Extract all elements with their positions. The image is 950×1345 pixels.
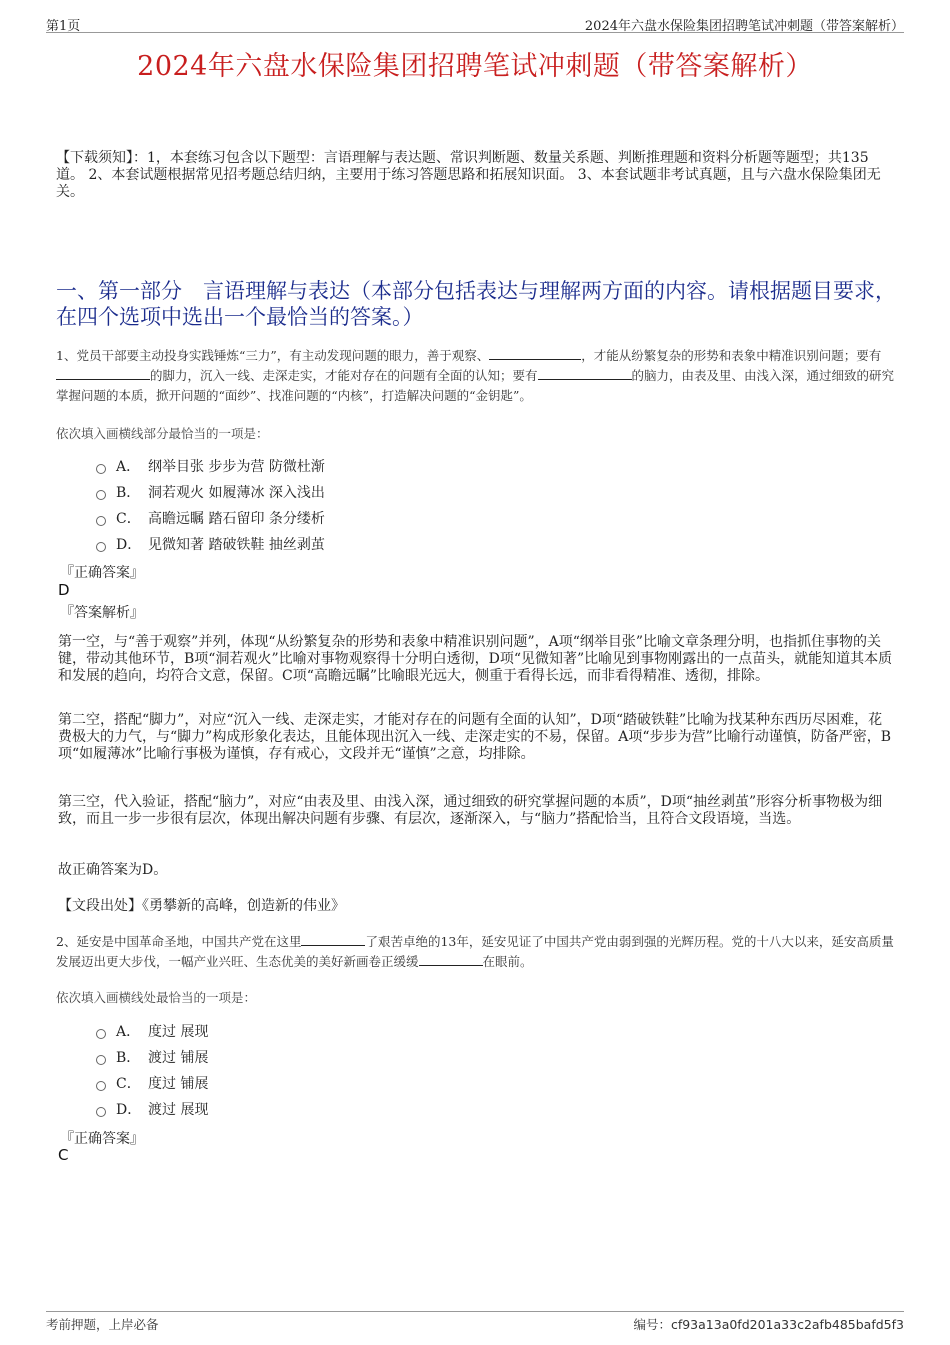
option-a[interactable]: A． 纲举目张 步步为营 防微杜渐 xyxy=(96,453,325,479)
correct-answer: D xyxy=(58,581,70,599)
option-d[interactable]: D． 渡过 展现 xyxy=(96,1096,208,1122)
page-number: 第1页 xyxy=(46,19,81,34)
analysis-paragraph: 第二空，搭配“脚力”，对应“沉入一线、走深走实，才能对存在的问题有全面的认知”，D项“踏破铁鞋”比喻为找某种东西历尽困难，花费极大的力气，与“脚力”构成形象化表达，且能体现出沉入一线、走深走实的不易，保留。A项“步步为营”比喻行动谨慎，防备严密，B项“如履薄冰”比喻行事极为谨慎，存有戒心，文段并无“谨慎”之意，均排除。 xyxy=(58,712,892,762)
radio-icon[interactable] xyxy=(96,1107,106,1117)
option-a[interactable]: A． 度过 展现 xyxy=(96,1018,208,1044)
question-2-options xyxy=(96,1018,208,1122)
radio-icon[interactable] xyxy=(96,464,106,474)
analysis-label: 『答案解析』 xyxy=(60,605,144,621)
correct-answer-label: 『正确答案』 xyxy=(60,565,144,581)
passage-source: 【文段出处】《勇攀新的高峰，创造新的伟业》 xyxy=(58,898,345,914)
radio-icon[interactable] xyxy=(96,542,106,552)
blank-2 xyxy=(56,367,150,380)
question-2-instruction: 依次填入画横线处最恰当的一项是： xyxy=(56,990,257,1005)
analysis-paragraph: 第一空，与“善于观察”并列，体现“从纷繁复杂的形势和表象中精准识别问题”，A项“纲举目张”比喻文章条理分明，也指抓住事物的关键，带动其他环节，B项“洞若观火”比喻对事物观察得十分明白透彻，D项“见微知著”比喻见到事物刚露出的一点苗头，就能知道其本质和发展的趋向，均符合文意，保留。C项“高瞻远瞩”比喻眼光远大，侧重于看得长远，而非看得精准、透彻，排除。 xyxy=(58,634,893,684)
radio-icon[interactable] xyxy=(96,490,106,500)
analysis-conclusion: 故正确答案为D。 xyxy=(58,862,168,878)
header-doc-title: 2024年六盘水保险集团招聘笔试冲刺题（带答案解析） xyxy=(584,19,904,34)
section-heading: 一、第一部分 言语理解与表达（本部分包括表达与理解两方面的内容。请根据题目要求，在四个选项中选出一个最恰当的答案。） xyxy=(56,279,896,329)
option-d[interactable]: D． 见微知著 踏破铁鞋 抽丝剥茧 xyxy=(96,531,325,557)
option-b[interactable]: B． 洞若观火 如履薄冰 深入浅出 xyxy=(96,479,325,505)
blank-2 xyxy=(419,953,483,966)
footer-divider xyxy=(46,1311,904,1312)
footer-code: 编号：cf93a13a0fd201a33c2afb485bafd5f3 xyxy=(633,1317,904,1332)
footer-slogan: 考前押题，上岸必备 xyxy=(46,1317,159,1332)
radio-icon[interactable] xyxy=(96,1081,106,1091)
radio-icon[interactable] xyxy=(96,1029,106,1039)
download-notice: 【下载须知】：1，本套练习包含以下题型：言语理解与表达题、常识判断题、数量关系题、判断推理题和资料分析题等题型；共135道。 2、本套试题根据常见招考题总结归纳，主要用于练习答题思路和拓展知识面。 3、本套试题非考试真题，且与六盘水保险集团无关。 xyxy=(56,150,881,200)
correct-answer-label: 『正确答案』 xyxy=(60,1131,144,1147)
question-1-instruction: 依次填入画横线部分最恰当的一项是： xyxy=(56,426,269,441)
question-1-stem: 1、党员干部要主动投身实践锤炼“三力”，有主动发现问题的眼力，善于观察、 ，才能从纷繁复杂的形势和表象中精准识别问题；要有的脚力，沉入一线、走深走实，才能对存在的问题有全面的认知；要有 的脑力，由表及里、由浅入深，通过细致的研究掌握问题的本质，掀开问题的“面纱”、找准问题的“内核”，打造解决问题的“金钥匙”。 xyxy=(56,348,895,403)
correct-answer: C xyxy=(58,1146,69,1164)
option-c[interactable]: C． 高瞻远瞩 踏石留印 条分缕析 xyxy=(96,505,325,531)
page-header xyxy=(46,14,904,33)
blank-1 xyxy=(301,933,365,946)
radio-icon[interactable] xyxy=(96,516,106,526)
blank-3 xyxy=(538,367,632,380)
question-2-stem: 2、延安是中国革命圣地，中国共产党在这里 了艰苦卓绝的13年，延安见证了中国共产党由弱到强的光辉历程。党的十八大以来，延安高质量发展迈出更大步伐，一幅产业兴旺、生态优美的美好新画卷正缓缓 在眼前。 xyxy=(56,934,894,969)
blank-1 xyxy=(489,347,581,360)
document-title: 2024年六盘水保险集团招聘笔试冲刺题（带答案解析） xyxy=(137,51,813,82)
analysis-paragraph: 第三空，代入验证，搭配“脑力”，对应“由表及里、由浅入深，通过细致的研究掌握问题的本质”，D项“抽丝剥茧”形容分析事物极为细致，而且一步一步很有层次，体现出解决问题有步骤、有层次，逐渐深入，与“脑力”搭配恰当，且符合文段语境，当选。 xyxy=(58,794,883,827)
question-1-options xyxy=(96,453,325,557)
option-b[interactable]: B． 渡过 铺展 xyxy=(96,1044,208,1070)
option-c[interactable]: C． 度过 铺展 xyxy=(96,1070,208,1096)
radio-icon[interactable] xyxy=(96,1055,106,1065)
